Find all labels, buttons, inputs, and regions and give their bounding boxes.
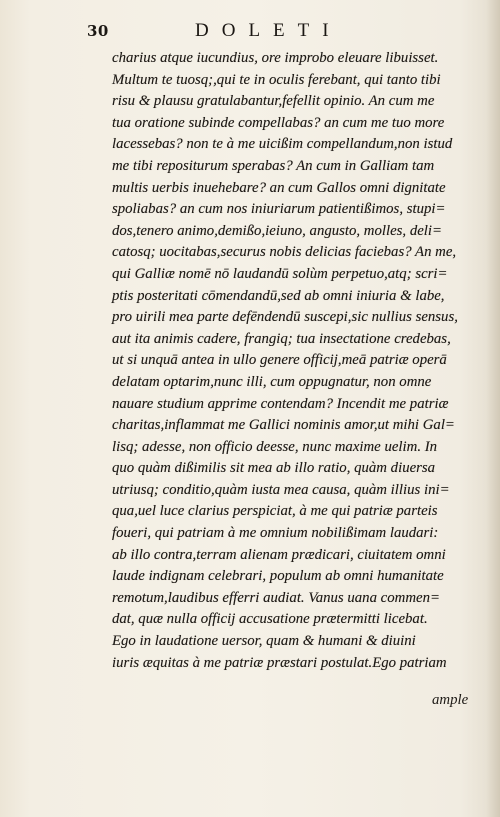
text-line: catosq; uocitabas,securus nobis delicias faciebas? An me,	[112, 244, 457, 261]
text-line: multis uerbis inuehebare? an cum Gallos omni dignitate	[112, 179, 446, 196]
text-line: ut si unquā antea in ullo genere officij,meā patriæ operā	[112, 352, 447, 369]
text-line: qui Galliæ nomē nō laudandū solùm perpetuo,atq; scri=	[112, 265, 448, 282]
text-line: tua oratione subinde compellabas? an cum me tuo more	[112, 114, 445, 131]
text-line: dat, quæ nulla officij accusatione prætermitti licebat.	[112, 611, 428, 628]
text-line: Ego in laudatione uersor, quam & humani & diuini	[112, 633, 416, 650]
text-line: aut ita animis cadere, frangiq; tua insectatione credebas,	[112, 330, 451, 347]
text-line: me tibi repositurum sperabas? An cum in Galliam tam	[112, 157, 435, 174]
text-line: iuris æquitas à me patriæ præstari postulat.Ego patriam	[112, 654, 447, 671]
text-line: pro uirili mea parte defēndendū suscepi,sic nullius sensus,	[112, 309, 458, 326]
catchword: ample	[432, 692, 469, 708]
text-line: dos,tenero animo,demißo,ieiuno, angusto, molles, deli=	[112, 222, 443, 239]
text-line: ab illo contra,terram alienam prædicari, ciuitatem omni	[112, 546, 446, 563]
text-line: qua,uel luce clarius perspiciat, à me qui patriæ parteis	[112, 503, 438, 520]
running-head: DOLETI	[195, 20, 342, 41]
text-line: charitas,inflammat me Gallici nominis amor,ut mihi Gal=	[112, 417, 455, 434]
text-line: utriusq; conditio,quàm iusta mea causa, quàm illius ini=	[112, 481, 450, 498]
text-line: delatam optarim,nunc illi, cum oppugnatur, non omne	[112, 373, 432, 390]
page-header	[87, 20, 487, 44]
text-line: lisq; adesse, non officio deesse, nunc maxime uelim. In	[112, 438, 438, 455]
text-line: ptis posteritati cōmendandū,sed ab omni iniuria & labe,	[112, 287, 445, 304]
text-line: foueri, qui patriam à me omnium nobilißimam laudari:	[112, 525, 439, 542]
body-text	[112, 48, 490, 674]
text-line: charius atque iucundius, ore improbo eleuare libuisset.	[112, 50, 439, 66]
text-line: quo quàm dißimilis sit mea ab illo ratio, quàm diuersa	[112, 460, 436, 477]
text-line: risu & plausu gratulabantur,fefellit opinio. An cum me	[112, 93, 435, 110]
text-line: lacessebas? non te à me uicißim compellandum,non istud	[112, 136, 453, 153]
page-number: 30	[87, 22, 109, 40]
text-line: Multum te tuosq;,qui te in oculis ferebant, qui tanto tibi	[112, 71, 441, 88]
text-line: laude indignam celebrari, populum ab omni humanitate	[112, 568, 444, 585]
text-line: nauare studium apprime contendam? Incendit me patriæ	[112, 395, 449, 412]
text-line: spoliabas? an cum nos iniuriarum patientißimos, stupi=	[112, 201, 446, 218]
text-line: remotum,laudibus efferri audiat. Vanus uana commen=	[112, 589, 440, 606]
